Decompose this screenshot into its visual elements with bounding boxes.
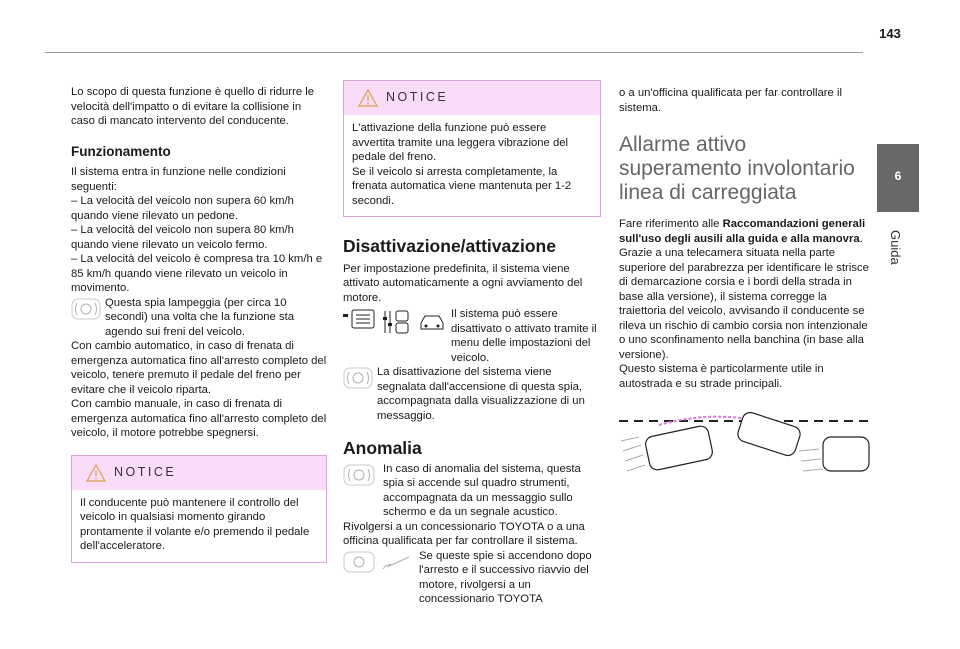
page-number: 143 [879, 26, 901, 41]
description-text: Grazie a una telecamera situata nella parte superiore del parabrezza per identificare le strisce di demarcazione corsia e i bordi della strada in base alla versione), il sistema corregge la traiettoria del veicolo, avvisando il conducente se rileva un rischio di cambio corsia non intenzionale o uno sconfinamento nella banchina (in base alla versione). [619, 247, 869, 361]
warning-triangle-icon [86, 464, 106, 482]
notice-body: Il conducente può mantenere il controllo del veicolo in qualsiasi momento girando prontamente il volante e/o premendo il pedale dell'acceleratore. [80, 496, 310, 552]
column-3 [619, 86, 871, 482]
top-rule [45, 52, 863, 53]
notice-body [344, 115, 600, 216]
notice-line-1: L'attivazione della funzione può essere avvertita tramite una leggera vibrazione del pedale del freno. [352, 122, 569, 163]
notice-box-1 [71, 455, 327, 563]
anomaly-restart-paragraph [343, 549, 601, 607]
settings-menu-icon [343, 309, 447, 335]
deactivation-text: La disattivazione del sistema viene segnalata dall'accensione di questa spia, accompagnata dalla visualizzazione di un messaggio. [377, 366, 585, 422]
anomaly-restart-text: Se queste spie si accendono dopo l'arresto e il successivo riavvio del motore, rivolgersi a un concessionario TOYOTA [419, 549, 592, 605]
intro-text: Lo scopo di questa funzione è quello di ridurre le velocità dell'impatto o di evitare la collisione in caso di mancato intervento del conducente. [71, 86, 315, 127]
column-1 [71, 85, 327, 563]
lane-departure-illustration [619, 411, 871, 477]
condition-1: – La velocità del veicolo non supera 60 km/h quando viene rilevato un pedone. [71, 195, 294, 222]
condition-2: – La velocità del veicolo non supera 80 km/h quando viene rilevato un veicolo fermo. [71, 224, 294, 251]
section-title: Allarme attivo superamento involontario linea di carreggiata [619, 133, 855, 204]
notice-box-2 [343, 80, 601, 217]
lamp-text: Questa spia lampeggia (per circa 10 secondi) una volta che la funzione sta agendo sui freni del veicolo. [105, 296, 295, 338]
section-label: Guida [888, 230, 903, 265]
notice-title: NOTICE [386, 90, 449, 104]
anomaly-text: In caso di anomalia del sistema, questa spia si accende sul quadro strumenti, accompagnata da un messaggio sullo schermo e da un segnale acustico. [383, 462, 581, 518]
heading-anomalia: Anomalia [343, 438, 422, 458]
default-text: Per impostazione predefinita, il sistema viene attivato automaticamente a ogni avviamento del motore. [343, 262, 583, 304]
conditions-text: Il sistema entra in funzione nelle condizioni seguenti: [71, 166, 286, 193]
automatic-text: Con cambio automatico, in caso di frenata di emergenza automatica fino all'arresto completo del veicolo, tenere premuto il pedale del freno per evitare che il veicolo riparta. [71, 340, 327, 396]
anomaly-paragraph [343, 462, 601, 520]
warning-triangle-icon [358, 89, 378, 107]
notice-header [344, 81, 600, 115]
section-tab[interactable]: 6 [877, 144, 919, 212]
reference-bold: Raccomandazioni generali sull'uso degli ausili alla guida e alla manovra [619, 218, 866, 245]
manual-text: Con cambio manuale, in caso di frenata di emergenza automatica fino all'arresto completo del veicolo, il motore potrebbe spegnersi. [71, 398, 327, 439]
column-2 [343, 80, 601, 607]
notice-title: NOTICE [114, 464, 177, 479]
warning-lamp-icon [71, 298, 101, 320]
lamp-paragraph [71, 296, 327, 340]
reference-text: Fare riferimento alle Raccomandazioni generali sull'uso degli ausili alla guida e alla manovra. [619, 218, 866, 245]
anomaly-contact-text: Rivolgersi a un concessionario TOYOTA o a una officina qualificata per far controllare il sistema. [343, 520, 585, 547]
heading-funzionamento: Funzionamento [71, 143, 171, 159]
warning-lamps-icon [343, 551, 415, 573]
warning-lamp-icon [343, 367, 373, 389]
heading-disattivazione: Disattivazione/attivazione [343, 236, 556, 256]
deactivation-paragraph [343, 365, 601, 423]
continued-text: o a un'officina qualificata per far controllare il sistema. [619, 87, 842, 114]
notice-line-2: Se il veicolo si arresta completamente, la frenata automatica viene mantenuta per 1-2 secondi. [352, 165, 572, 207]
settings-paragraph [343, 307, 601, 365]
warning-lamp-icon [343, 464, 377, 486]
condition-3: – La velocità del veicolo è compresa tra 10 km/h e 85 km/h quando viene rilevato un veicolo in movimento. [71, 253, 323, 294]
usage-text: Questo sistema è particolarmente utile in autostrada e su strade principali. [619, 363, 824, 390]
notice-header [72, 456, 326, 490]
settings-text: Il sistema può essere disattivato o attivato tramite il menu delle impostazioni del veicolo. [451, 308, 597, 364]
